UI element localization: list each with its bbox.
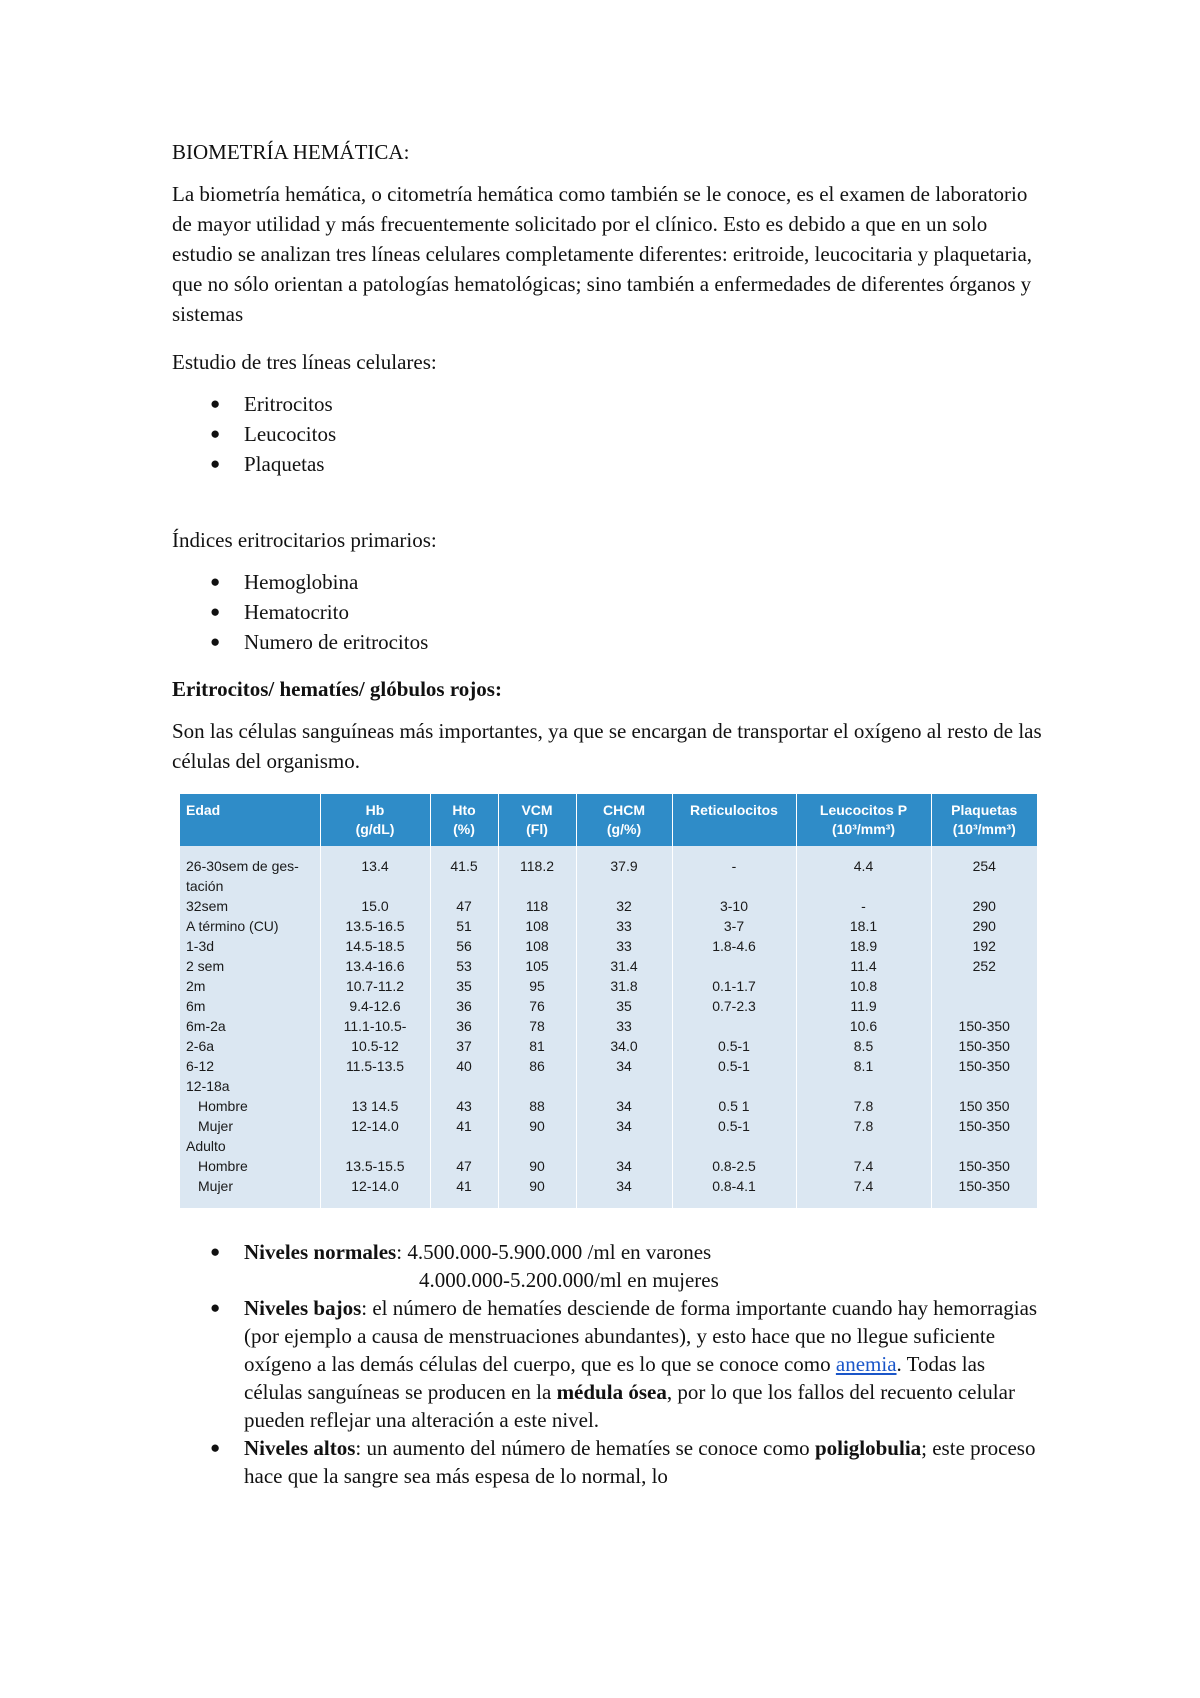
table-cell: 11.5-13.5 [320, 1056, 430, 1076]
document-page [172, 140, 1042, 1490]
table-cell: 41 [430, 1116, 498, 1136]
table-cell: 53 [430, 956, 498, 976]
bullet-icon: ● [210, 1438, 221, 1457]
table-cell: 56 [430, 936, 498, 956]
table-cell: 32sem [186, 898, 229, 914]
table-cell: 10.8 [796, 976, 931, 996]
table-cell: 11.1-10.5- [320, 1016, 430, 1036]
table-cell: 13.5-16.5 [320, 916, 430, 936]
table-cell [672, 1016, 796, 1036]
table-cell: 4.4 [796, 846, 931, 876]
list-item: ● Hemoglobina [172, 567, 1042, 597]
table-cell: 2 sem [186, 958, 225, 974]
table-cell: 33 [576, 936, 672, 956]
table-cell: Adulto [186, 1138, 226, 1154]
table-cell [796, 1076, 931, 1096]
table-cell [672, 956, 796, 976]
table-cell: 90 [498, 1116, 576, 1136]
table-cell [931, 876, 1037, 896]
table-cell [498, 876, 576, 896]
table-cell: 252 [931, 956, 1037, 976]
table-row [180, 976, 1037, 996]
table-cell: 150-350 [931, 1056, 1037, 1076]
cell-lines-list [172, 389, 1042, 479]
column-header: VCM (Fl) [498, 794, 576, 846]
section-title: Eritrocitos/ hematíes/ glóbulos rojos: [172, 677, 502, 701]
table-row [180, 1016, 1037, 1036]
table-cell [320, 876, 430, 896]
table-cell: 33 [576, 916, 672, 936]
table-cell: 41.5 [430, 846, 498, 876]
table-cell: 13 14.5 [320, 1096, 430, 1116]
table-cell: 90 [498, 1176, 576, 1208]
table-cell: 15.0 [320, 896, 430, 916]
table-cell: 118 [498, 896, 576, 916]
table-cell [931, 1076, 1037, 1096]
table-row [180, 1156, 1037, 1176]
table-cell: 7.4 [796, 1156, 931, 1176]
column-header: Hto (%) [430, 794, 498, 846]
table-cell [672, 1136, 796, 1156]
list-item: ● Niveles altos: un aumento del número de hematíes se conoce como poliglobulia; este proceso hace que la sangre sea más espesa de lo normal, lo [210, 1436, 1036, 1488]
table-cell: 35 [430, 976, 498, 996]
table-cell: 13.5-15.5 [320, 1156, 430, 1176]
table-cell [931, 1136, 1037, 1156]
table-cell: 13.4 [320, 846, 430, 876]
table-cell: 192 [931, 936, 1037, 956]
table-cell: 31.8 [576, 976, 672, 996]
levels-list [172, 1238, 1042, 1490]
reference-table-figure [180, 794, 1037, 1208]
table-cell: 9.4-12.6 [320, 996, 430, 1016]
table-cell [430, 876, 498, 896]
table-cell [576, 1076, 672, 1096]
table-cell: 78 [498, 1016, 576, 1036]
table-cell [498, 1076, 576, 1096]
table-cell: 34 [576, 1156, 672, 1176]
table-cell [931, 976, 1037, 996]
table-cell [320, 1076, 430, 1096]
table-row [180, 846, 1037, 876]
table-cell: 41 [430, 1176, 498, 1208]
table-cell: 7.8 [796, 1116, 931, 1136]
table-cell: 18.1 [796, 916, 931, 936]
table-row [180, 936, 1037, 956]
table-cell: 0.5-1 [672, 1116, 796, 1136]
table-cell: 105 [498, 956, 576, 976]
table-cell: 18.9 [796, 936, 931, 956]
reference-values-table [180, 794, 1037, 1208]
bullet-icon: ● [210, 632, 221, 651]
list-item: ● Leucocitos [172, 419, 1042, 449]
table-cell: 150-350 [931, 1156, 1037, 1176]
table-cell: 254 [931, 846, 1037, 876]
table-cell: 12-18a [186, 1078, 230, 1094]
list-item: ● Numero de eritrocitos [172, 627, 1042, 657]
table-cell: 0.5-1 [672, 1036, 796, 1056]
table-cell: 33 [576, 1016, 672, 1036]
table-cell: 7.4 [796, 1176, 931, 1208]
high-levels-label: Niveles altos [244, 1436, 356, 1460]
table-cell: 0.5 1 [672, 1096, 796, 1116]
normal-levels-label: Niveles normales [244, 1240, 397, 1264]
table-cell: 2m [186, 978, 206, 994]
table-header-row [180, 794, 1037, 846]
table-cell: 150-350 [931, 1036, 1037, 1056]
table-cell: 1.8-4.6 [672, 936, 796, 956]
table-cell: 88 [498, 1096, 576, 1116]
indices-label: Índices eritrocitarios primarios: [172, 528, 437, 552]
table-cell: 108 [498, 916, 576, 936]
table-cell [672, 1076, 796, 1096]
table-row [180, 1096, 1037, 1116]
table-row [180, 956, 1037, 976]
table-cell: 90 [498, 1156, 576, 1176]
table-cell: 290 [931, 916, 1037, 936]
table-cell: 32 [576, 896, 672, 916]
table-cell: 10.5-12 [320, 1036, 430, 1056]
cell-lines-label: Estudio de tres líneas celulares: [172, 350, 437, 374]
table-cell [796, 876, 931, 896]
table-cell: 34 [576, 1096, 672, 1116]
indices-list [172, 567, 1042, 657]
table-cell: 6m [186, 998, 206, 1014]
table-cell [320, 1136, 430, 1156]
table-cell: 51 [430, 916, 498, 936]
table-cell: 0.8-2.5 [672, 1156, 796, 1176]
table-cell: Hombre [198, 1158, 248, 1174]
column-header: Reticulocitos [672, 794, 796, 846]
table-cell: - [672, 846, 796, 876]
table-cell: tación [186, 878, 224, 894]
table-cell [796, 1136, 931, 1156]
table-cell: 0.1-1.7 [672, 976, 796, 996]
table-cell: 8.5 [796, 1036, 931, 1056]
table-cell: 3-7 [672, 916, 796, 936]
bullet-icon: ● [210, 424, 221, 443]
table-cell: Mujer [198, 1118, 234, 1134]
table-cell: 2-6a [186, 1038, 215, 1054]
column-header: Hb (g/dL) [320, 794, 430, 846]
table-cell [498, 1136, 576, 1156]
table-row [180, 1036, 1037, 1056]
table-cell: 10.6 [796, 1016, 931, 1036]
table-cell: 47 [430, 1156, 498, 1176]
table-cell: Hombre [198, 1098, 248, 1114]
table-cell: 0.7-2.3 [672, 996, 796, 1016]
table-row [180, 1116, 1037, 1136]
table-cell [576, 876, 672, 896]
table-cell: 150-350 [931, 1016, 1037, 1036]
table-cell: 13.4-16.6 [320, 956, 430, 976]
table-cell: 26-30sem de ges- [186, 858, 299, 874]
intro-paragraph: La biometría hemática, o citometría hemática como también se le conoce, es el examen de laboratorio de mayor utilidad y más frecuentemente solicitado por el clínico. Esto es debido a que en un solo estudio se analizan tres líneas celulares completamente diferentes: eritroide, leucocitaria y plaquetaria, que no sólo orientan a patologías hematológicas; sino también a enfermedades de diferentes órganos y sistemas [172, 182, 1033, 326]
column-header: CHCM (g/%) [576, 794, 672, 846]
bullet-icon: ● [210, 1242, 221, 1261]
table-cell [672, 876, 796, 896]
table-cell: 10.7-11.2 [320, 976, 430, 996]
table-cell: 0.5-1 [672, 1056, 796, 1076]
table-cell: 36 [430, 1016, 498, 1036]
table-cell: 37 [430, 1036, 498, 1056]
table-row [180, 1136, 1037, 1156]
table-row [180, 1176, 1037, 1208]
table-cell [430, 1136, 498, 1156]
table-cell: 81 [498, 1036, 576, 1056]
table-row [180, 996, 1037, 1016]
table-cell: 12-14.0 [320, 1176, 430, 1208]
table-cell: 37.9 [576, 846, 672, 876]
anemia-link[interactable]: anemia [835, 1352, 897, 1376]
list-item: ● Plaquetas [172, 449, 1042, 479]
table-cell: 40 [430, 1056, 498, 1076]
table-cell: 76 [498, 996, 576, 1016]
column-header: Edad [180, 794, 320, 846]
list-item: ● Niveles normales: 4.500.000-5.900.000 /ml en varones 4.000.000-5.200.000/ml en mujeres [210, 1240, 719, 1292]
table-cell [931, 996, 1037, 1016]
column-header: Leucocitos P (10³/mm³) [796, 794, 931, 846]
bullet-icon: ● [210, 1298, 221, 1317]
table-cell: 14.5-18.5 [320, 936, 430, 956]
table-cell: 11.9 [796, 996, 931, 1016]
section-paragraph: Son las células sanguíneas más importantes, ya que se encargan de transportar el oxígeno al resto de las células del organismo. [172, 719, 1042, 773]
table-cell: A término (CU) [186, 918, 279, 934]
table-cell: 118.2 [498, 846, 576, 876]
table-cell: 12-14.0 [320, 1116, 430, 1136]
table-cell: 0.8-4.1 [672, 1176, 796, 1208]
table-cell: 7.8 [796, 1096, 931, 1116]
bullet-icon: ● [210, 602, 221, 621]
table-cell: 6m-2a [186, 1018, 226, 1034]
table-cell [430, 1076, 498, 1096]
table-cell: - [796, 896, 931, 916]
table-cell: 150 350 [931, 1096, 1037, 1116]
table-cell: 86 [498, 1056, 576, 1076]
list-item: ● Eritrocitos [172, 389, 1042, 419]
table-cell: 43 [430, 1096, 498, 1116]
table-cell: 31.4 [576, 956, 672, 976]
table-cell: 34 [576, 1056, 672, 1076]
table-cell: 35 [576, 996, 672, 1016]
bullet-icon: ● [210, 572, 221, 591]
table-cell: 108 [498, 936, 576, 956]
table-cell: 6-12 [186, 1058, 215, 1074]
table-cell: 290 [931, 896, 1037, 916]
table-cell: 11.4 [796, 956, 931, 976]
table-cell: Mujer [198, 1178, 234, 1194]
table-cell: 36 [430, 996, 498, 1016]
table-cell: 34 [576, 1176, 672, 1208]
column-header: Plaquetas (10³/mm³) [931, 794, 1037, 846]
bullet-icon: ● [210, 394, 221, 413]
table-cell: 150-350 [931, 1176, 1037, 1208]
table-row [180, 876, 1037, 896]
table-row [180, 896, 1037, 916]
low-levels-label: Niveles bajos [244, 1296, 362, 1320]
list-item: ● Hematocrito [172, 597, 1042, 627]
table-row [180, 916, 1037, 936]
table-cell: 1-3d [186, 938, 215, 954]
list-item: ● Niveles bajos: el número de hematíes desciende de forma importante cuando hay hemorragias (por ejemplo a causa de menstruaciones abundantes), y esto hace que no llegue suficiente oxígeno a las demás células del cuerpo, que es lo que se conoce como anemia. Todas las células sanguíneas se producen en la médula ósea, por lo que los fallos del recuento celular pueden reflejar una alteración a este nivel. [210, 1296, 1038, 1432]
table-row [180, 1056, 1037, 1076]
table-cell: 34 [576, 1116, 672, 1136]
table-cell: 34.0 [576, 1036, 672, 1056]
table-cell: 150-350 [931, 1116, 1037, 1136]
page-title: BIOMETRÍA HEMÁTICA: [172, 140, 410, 164]
table-cell: 3-10 [672, 896, 796, 916]
table-cell: 47 [430, 896, 498, 916]
table-cell: 95 [498, 976, 576, 996]
table-cell [576, 1136, 672, 1156]
bullet-icon: ● [210, 454, 221, 473]
table-row [180, 1076, 1037, 1096]
table-cell: 8.1 [796, 1056, 931, 1076]
